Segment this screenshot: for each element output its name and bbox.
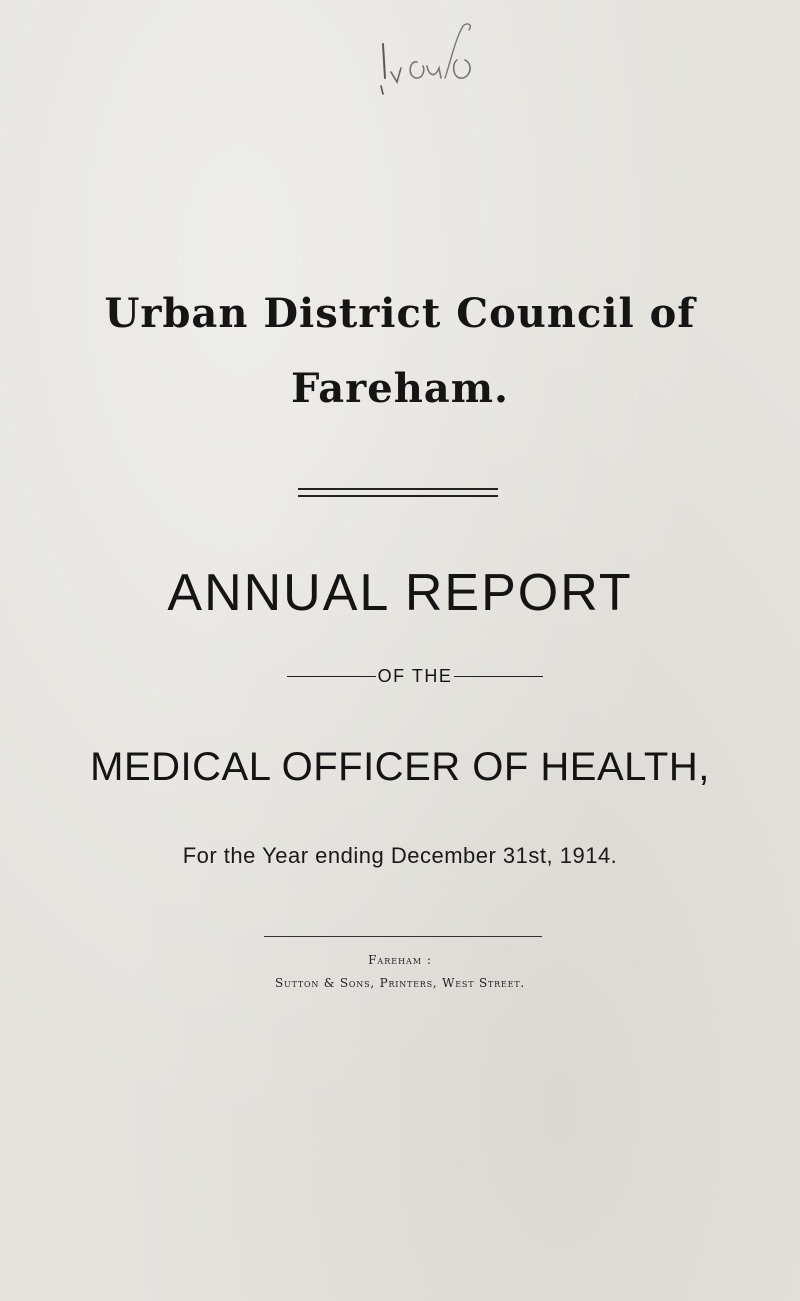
council-title-line-1: Urban District Council of (104, 290, 696, 337)
connector-right-dash (454, 676, 543, 677)
connector-text: OF THE (377, 665, 453, 686)
imprint-printer: Sutton & Sons, Printers, West Street. (275, 976, 525, 990)
imprint-place: Fareham : (368, 953, 432, 967)
connector-left-dash (287, 676, 376, 677)
council-title-line-2: Fareham. (291, 365, 509, 412)
handwritten-annotation (365, 20, 485, 100)
connector-line (285, 664, 545, 688)
double-rule-divider (298, 488, 498, 497)
single-rule-divider (264, 936, 542, 937)
report-subject: MEDICAL OFFICER OF HEALTH, (90, 745, 710, 789)
report-heading: ANNUAL REPORT (167, 564, 633, 622)
report-period: For the Year ending December 31st, 1914. (182, 843, 618, 868)
